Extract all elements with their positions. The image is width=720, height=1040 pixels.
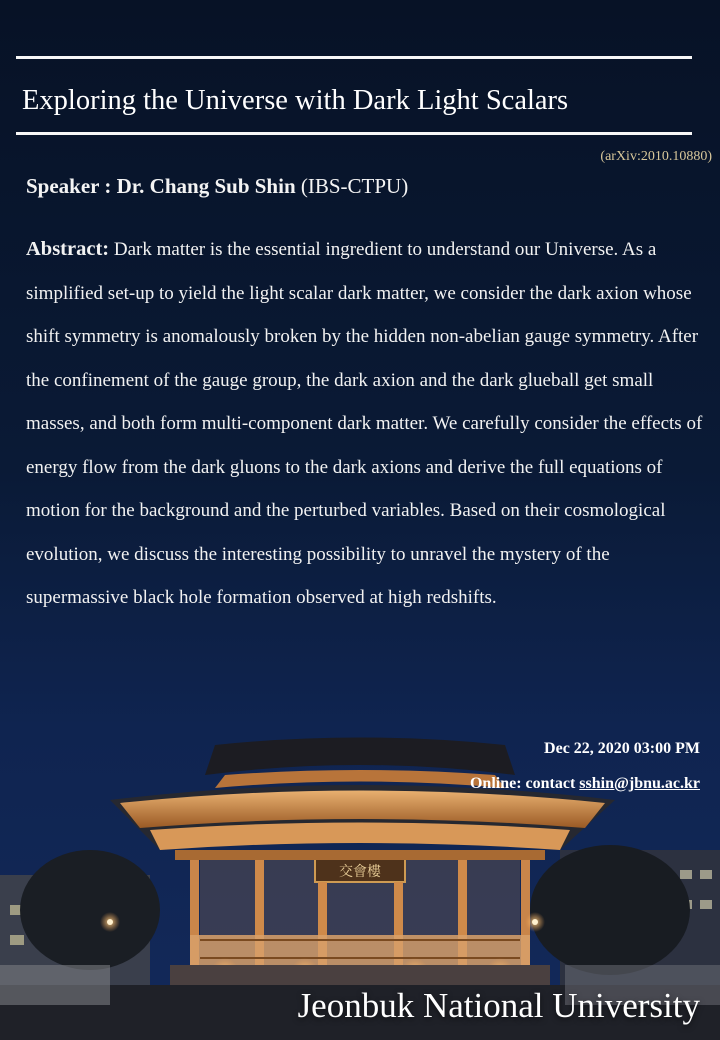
- abstract: [26, 228, 710, 620]
- contact-email-link[interactable]: sshin@jbnu.ac.kr: [579, 775, 700, 792]
- top-rule: [16, 56, 692, 59]
- right-trees: [530, 845, 690, 975]
- event-date: Dec 22, 2020 03:00 PM: [544, 740, 700, 757]
- speaker-line: [26, 174, 408, 199]
- speaker-affiliation: (IBS-CTPU): [300, 174, 409, 198]
- arxiv-reference: (arXiv:2010.10880): [600, 149, 712, 164]
- left-trees: [20, 850, 160, 970]
- upper-roof: [205, 738, 515, 776]
- abstract-text: Dark matter is the essential ingredient to understand our Universe. As a simplified set-up to yield the light scalar dark matter, we consider the dark axion whose shift symmetry is anomalously broken by the hidden non-abelian gauge symmetry. After the confinement of the gauge group, the dark axion and the dark glueball get small masses, and both form multi-component dark matter. We carefully consider the effects of energy flow from the dark gluons to the dark axions and derive the full equations of motion for the background and the perturbed variables. Based on their cosmological evolution, we discuss the interesting possibility to unravel the mystery of the supermassive black hole formation observed at high redshifts.: [26, 239, 703, 608]
- speaker-name: Dr. Chang Sub Shin: [116, 174, 296, 198]
- university-name: Jeonbuk National University: [297, 986, 700, 1025]
- online-label: Online: contact: [469, 775, 576, 792]
- talk-title: Exploring the Universe with Dark Light Scalars: [22, 85, 569, 116]
- bottom-rule: [16, 132, 692, 135]
- speaker-label: Speaker :: [26, 174, 112, 198]
- svg-text:交會樓: 交會樓: [339, 864, 381, 880]
- abstract-label: Abstract:: [26, 238, 110, 260]
- online-contact: [470, 775, 700, 793]
